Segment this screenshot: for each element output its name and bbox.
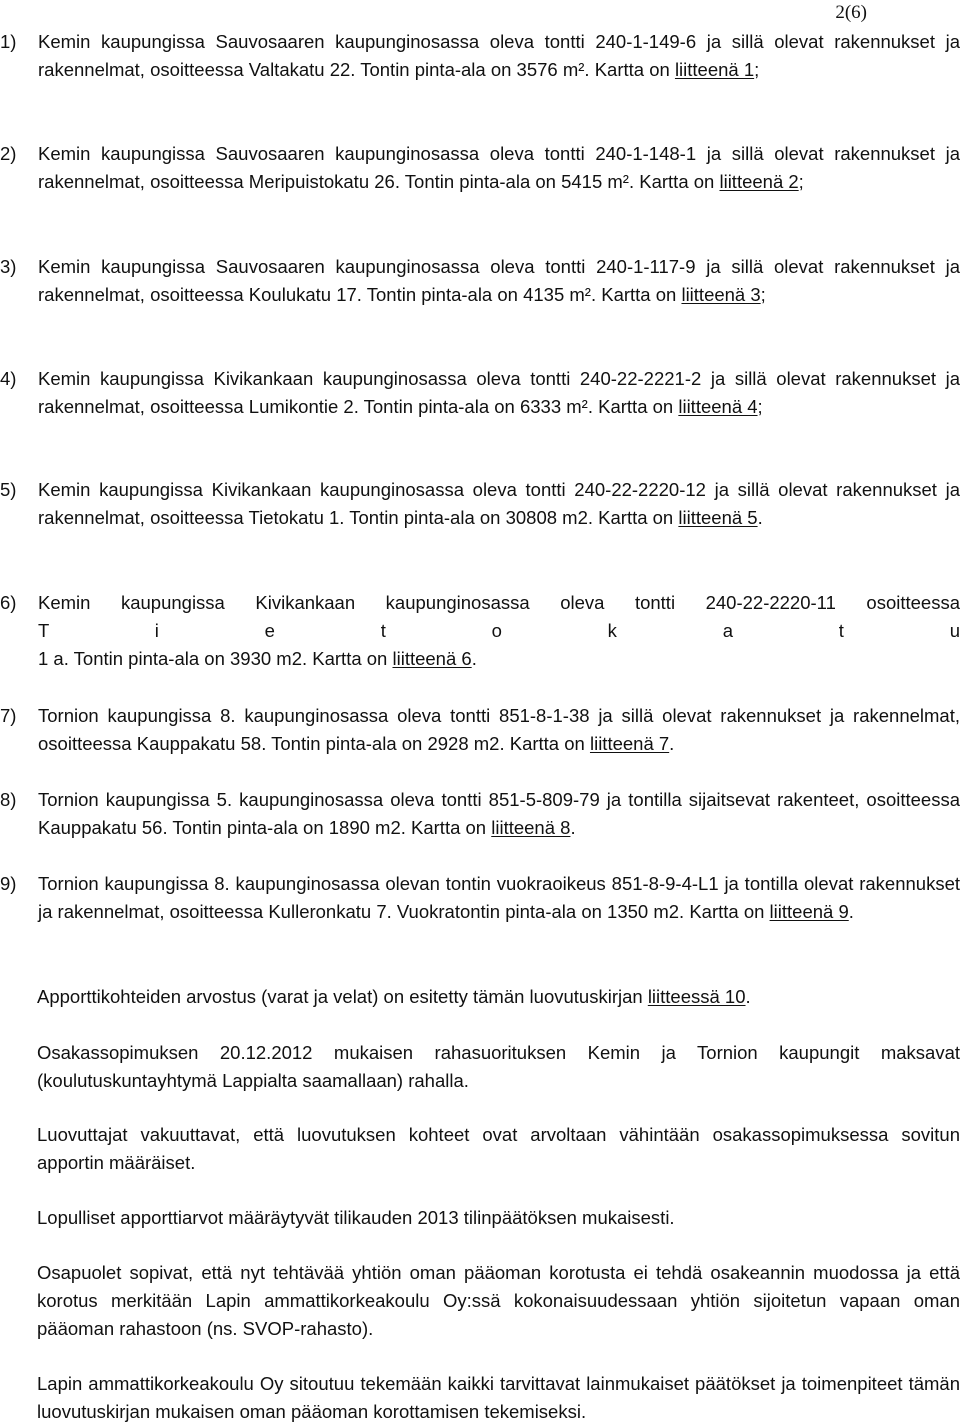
item-text-end: ;: [754, 59, 760, 80]
item-text: Tornion kaupungissa 8. kaupunginosassa olevan tontin vuokraoikeus 851-8-9-4-L1 ja tontilla olevat rakennukset ja rakennelmat, osoitteessa Kulleronkatu 7. Vuokratontin pinta-ala on 1350 m2. Kartta on: [38, 873, 960, 922]
item-number: 6): [0, 592, 17, 613]
attachment-link[interactable]: liitteenä 3: [681, 284, 761, 305]
attachment-link[interactable]: liitteenä 6: [392, 648, 472, 669]
list-item: [0, 702, 960, 758]
paragraph-osakassopimus: Osakassopimuksen 20.12.2012 mukaisen rahasuorituksen Kemin ja Tornion kaupungit maksavat (koulutuskuntayhtymä Lappialta saamallaan) rahalla.: [37, 1042, 960, 1091]
item-text: Kemin kaupungissa Kivikankaan kaupunginosassa oleva tontti 240-22-2221-2 ja sillä olevat rakennukset ja rakennelmat, osoitteessa Lumikontie 2. Tontin pinta-ala on 6333 m². Kartta on: [38, 368, 960, 417]
item-text-end: .: [848, 901, 854, 922]
paragraph-text: Apporttikohteiden arvostus (varat ja velat) on esitetty tämän luovutuskirjan: [37, 986, 648, 1007]
attachment-link[interactable]: liitteenä 8: [491, 817, 571, 838]
item-number: 8): [0, 789, 17, 810]
item-text-end: ;: [760, 284, 766, 305]
paragraph-lapin: Lapin ammattikorkeakoulu Oy sitoutuu tekemään kaikki tarvittavat lainmukaiset päätökset ja toimenpiteet tämän luovutuskirjan mukaisen oman pääoman korottamisen tekemiseksi.: [37, 1373, 960, 1422]
item-text-end: ;: [757, 396, 763, 417]
attachment-link[interactable]: liitteenä 9: [769, 901, 849, 922]
attachment-link[interactable]: liitteenä 1: [674, 59, 755, 80]
list-item: [0, 140, 960, 196]
paragraph-luovuttajat: Luovuttajat vakuuttavat, että luovutuksen kohteet ovat arvoltaan vähintään osakassopimuksessa sovitun apportin määräiset.: [37, 1124, 960, 1173]
item-number: 1): [0, 31, 17, 52]
list-item: [0, 870, 960, 926]
item-text-end: .: [471, 648, 477, 669]
item-number: 5): [0, 479, 17, 500]
list-item: [0, 476, 960, 532]
item-text: 1 a. Tontin pinta-ala on 3930 m2. Kartta on: [38, 648, 393, 669]
list-item: [0, 589, 960, 673]
paragraph-lopulliset: Lopulliset apporttiarvot määräytyvät tilikauden 2013 tilinpäätöksen mukaisesti.: [37, 1207, 675, 1228]
item-number: 2): [0, 143, 17, 164]
paragraph-apportti: [0, 983, 960, 1011]
item-number: 9): [0, 873, 17, 894]
item-number: 3): [0, 256, 17, 277]
attachment-link[interactable]: liitteessä 10: [647, 986, 746, 1007]
item-text: Kemin kaupungissa Sauvosaaren kaupunginosassa oleva tontti 240-1-117-9 ja sillä olevat rakennukset ja rakennelmat, osoitteessa Koulukatu 17. Tontin pinta-ala on 4135 m². Kartta on: [38, 256, 960, 305]
list-item: [0, 28, 960, 84]
item-text: Kemin kaupungissa Sauvosaaren kaupunginosassa oleva tontti 240-1-148-1 ja sillä olevat rakennukset ja rakennelmat, osoitteessa Meripuistokatu 26. Tontin pinta-ala on 5415 m². Kartta on: [38, 143, 960, 192]
attachment-link[interactable]: liitteenä 2: [719, 171, 799, 192]
item-text-line1: Kemin kaupungissa Kivikankaan kaupunginosassa oleva tontti 240-22-2220-11 osoitteessa: [38, 592, 960, 613]
paragraph-osapuolet: Osapuolet sopivat, että nyt tehtävää yhtiön oman pääoman korotusta ei tehdä osakeannin muodossa ja että korotus merkitään Lapin ammattikorkeakoulu Oy:ssä kokonaisuudessaan yhtiön sijoitetun vapaan oman pääoman rahastoon (ns. SVOP-rahasto).: [37, 1262, 960, 1339]
item-text-line2: T i e t o k a t u: [38, 620, 960, 641]
page-number: 2(6): [835, 2, 867, 23]
item-text: Tornion kaupungissa 8. kaupunginosassa oleva tontti 851-8-1-38 ja sillä olevat rakennukset ja rakennelmat, osoitteessa Kauppakatu 58. Tontin pinta-ala on 2928 m2. Kartta on: [38, 705, 960, 754]
item-text: Tornion kaupungissa 5. kaupunginosassa oleva tontti 851-5-809-79 ja tontilla sijaitsevat rakenteet, osoitteessa Kauppakatu 56. Tontin pinta-ala on 1890 m2. Kartta on: [38, 789, 960, 838]
attachment-link[interactable]: liitteenä 5: [678, 507, 758, 528]
list-item: [0, 253, 960, 309]
item-text-end: ;: [798, 171, 804, 192]
item-text: Kemin kaupungissa Sauvosaaren kaupunginosassa oleva tontti 240-1-149-6 ja sillä olevat rakennukset ja rakennelmat, osoitteessa Valtakatu 22. Tontin pinta-ala on 3576 m². Kartta on: [38, 31, 960, 80]
item-text-end: .: [757, 507, 763, 528]
paragraph-text-end: .: [745, 986, 751, 1007]
item-number: 7): [0, 705, 17, 726]
item-text: Kemin kaupungissa Kivikankaan kaupunginosassa oleva tontti 240-22-2220-12 ja sillä olevat rakennukset ja rakennelmat, osoitteessa Tietokatu 1. Tontin pinta-ala on 30808 m2. Kartta on: [38, 479, 960, 528]
list-item: [0, 786, 960, 842]
attachment-link[interactable]: liitteenä 4: [678, 396, 758, 417]
item-number: 4): [0, 368, 17, 389]
item-text-end: .: [669, 733, 675, 754]
item-text-end: .: [570, 817, 576, 838]
attachment-link[interactable]: liitteenä 7: [589, 733, 670, 754]
list-item: [0, 365, 960, 421]
item-text-line3: [38, 645, 960, 673]
